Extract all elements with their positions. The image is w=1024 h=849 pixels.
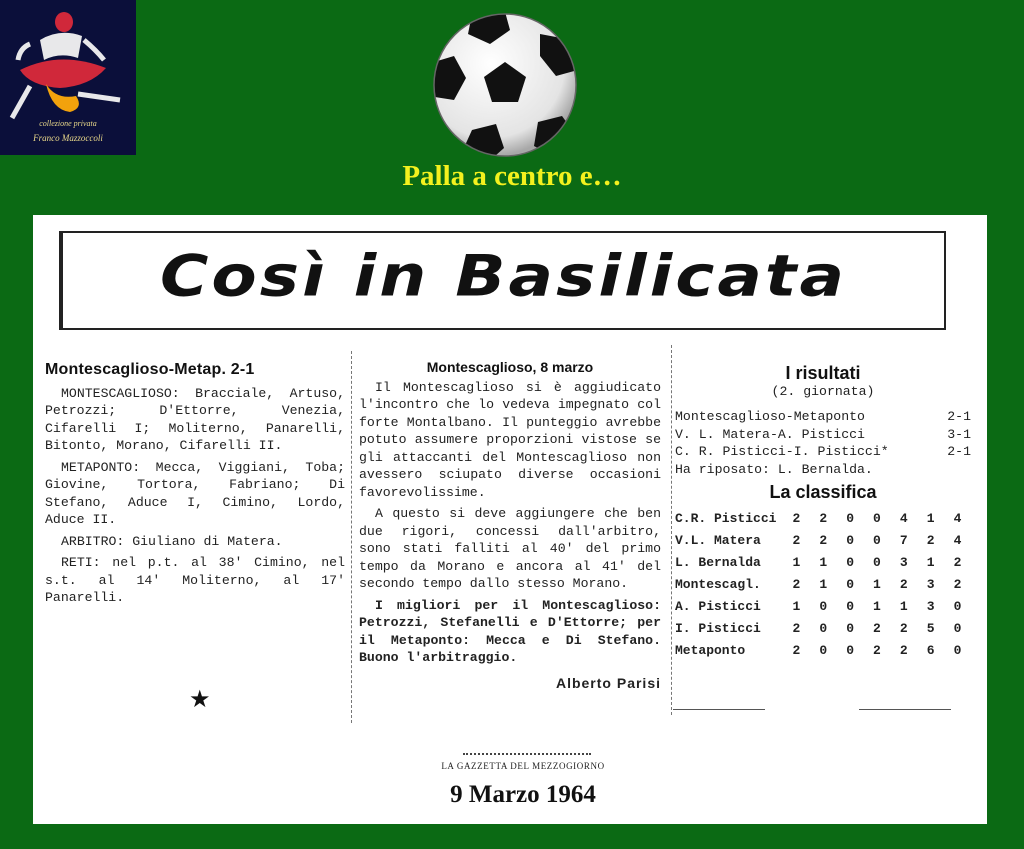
standings-cell: 3: [926, 576, 935, 592]
article-dateline: Montescaglioso, 8 marzo: [426, 359, 594, 375]
column-divider-right: [671, 345, 672, 715]
standings-cell: 2: [792, 642, 801, 658]
standings-team: Montescagl.: [675, 576, 761, 592]
standings-cell: 2: [873, 642, 881, 658]
standings-cell: 1: [926, 554, 935, 570]
headline: Così in Basilicata: [160, 243, 847, 310]
rule: [673, 709, 765, 710]
match-report-column: [45, 361, 345, 611]
standings-cell: 6: [926, 642, 935, 658]
article-paragraph: Il Montescaglioso si è aggiudicato l'incontro che lo vedeva impegnato col forte Montalbano. Il punteggio avrebbe potuto assumere proporzioni vistose se gli attaccanti del Montescaglioso non avessero sciupato diverse occasioni favorevolissime.: [359, 379, 661, 500]
standings-cell: 2: [899, 576, 908, 592]
standings-row: [675, 530, 971, 552]
result-row: [675, 426, 971, 444]
byline: Alberto Parisi: [555, 674, 661, 691]
standings-cell: 0: [953, 598, 962, 614]
standings-cell: 2: [873, 620, 881, 636]
article-paragraph: A questo si deve aggiungere che ben due rigori, concessi dall'arbitro, sono stati falliti al 40' del primo tempo da Morano e ancora al 41' del secondo tempo dallo stesso Morano.: [359, 506, 661, 591]
standings-cell: 2: [792, 576, 801, 592]
standings-cell: 0: [819, 642, 828, 658]
standings-cell: 0: [953, 642, 962, 658]
team1-lineup: MONTESCAGLIOSO: Bracciale, Artuso, Petrozzi; D'Ettorre, Venezia, Cifarelli I; Moliterno, Panarelli, Bitonto, Morano, Cifarelli II.: [45, 385, 345, 453]
goals: RETI: nel p.t. al 38' Cimino, nel s.t. al 14' Moliterno, al 17' Panarelli.: [45, 555, 345, 605]
logo-caption-line1: collezione privata: [39, 119, 97, 128]
results-subtitle: (2. giornata): [771, 383, 875, 399]
standings-cell: 0: [873, 510, 881, 526]
standings-team: I. Pisticci: [675, 620, 761, 636]
standings-cell: 2: [792, 532, 801, 548]
article-column: [359, 359, 661, 692]
result-match: V. L. Matera-A. Pisticci: [675, 426, 865, 442]
masthead-ornament: [463, 753, 591, 755]
standings-team: V.L. Matera: [675, 532, 761, 548]
standings-row: [675, 618, 971, 640]
headline-frame: [59, 231, 946, 330]
masthead: LA GAZZETTA DEL MEZZOGIORNO: [441, 761, 605, 771]
standings-cell: 2: [819, 510, 828, 526]
standings-cell: 0: [819, 598, 828, 614]
standings-row: [675, 508, 971, 530]
standings-team: L. Bernalda: [675, 554, 761, 570]
standings-cell: 3: [926, 598, 935, 614]
standings-cell: 3: [899, 554, 908, 570]
column-divider-left: [351, 351, 352, 723]
standings-cell: 0: [846, 576, 855, 592]
standings-cell: 2: [926, 532, 935, 548]
standings-cell: 4: [953, 532, 962, 548]
standings-cell: 1: [819, 554, 828, 570]
standings-row: [675, 574, 971, 596]
result-score: 2-1: [947, 409, 971, 424]
standings-cell: 1: [873, 598, 881, 614]
standings-cell: 1: [792, 598, 801, 614]
star-icon: ★: [189, 685, 211, 713]
standings-cell: 2: [819, 532, 828, 548]
soccer-ball-icon: [432, 12, 578, 158]
standings-cell: 1: [873, 576, 881, 592]
rest-note: Ha riposato: L. Bernalda.: [675, 461, 873, 477]
result-score: 3-1: [947, 426, 971, 442]
match-title: Montescaglioso-Metap. 2-1: [45, 361, 255, 378]
standings-cell: 2: [792, 510, 801, 526]
dancer-logo-icon: [0, 0, 136, 120]
tagline: Palla a centro e…: [402, 160, 622, 192]
standings-cell: 0: [846, 510, 855, 526]
standings-team: A. Pisticci: [675, 598, 761, 614]
newspaper-clipping: [33, 215, 987, 824]
standings-cell: 1: [926, 510, 935, 526]
rule: [859, 709, 951, 710]
standings-cell: 7: [899, 532, 908, 548]
standings-cell: 4: [899, 510, 908, 526]
standings-cell: 0: [846, 532, 855, 548]
standings-team: C.R. Pisticci: [675, 510, 777, 526]
result-score: 2-1: [947, 444, 971, 459]
standings-title: La classifica: [769, 482, 877, 502]
standings-cell: 0: [846, 554, 855, 570]
team2-lineup: METAPONTO: Mecca, Viggiani, Toba; Giovine, Tortora, Fabriano; Di Stefano, Aduce I, Cimino, Lordo, Aduce II.: [45, 459, 345, 527]
result-row: [675, 408, 971, 426]
results-column: [675, 365, 971, 662]
standings-row: [675, 596, 971, 618]
results-title: I risultati: [785, 363, 861, 383]
standings-cell: 2: [953, 554, 962, 570]
standings-cell: 5: [926, 620, 935, 636]
result-match: Montescaglioso-Metaponto: [675, 409, 865, 424]
standings-cell: 1: [792, 554, 801, 570]
standings-cell: 0: [846, 642, 855, 658]
standings-row: [675, 552, 971, 574]
publication-date: 9 Marzo 1964: [450, 781, 596, 808]
standings-cell: 0: [819, 620, 828, 636]
standings-cell: 0: [846, 598, 855, 614]
logo-caption-line2: Franco Mazzoccoli: [33, 133, 103, 143]
result-match: C. R. Pisticci-I. Pisticci*: [675, 444, 889, 459]
standings-team: Metaponto: [675, 642, 746, 658]
standings-cell: 4: [953, 510, 962, 526]
standings-cell: 2: [899, 620, 908, 636]
standings-cell: 2: [899, 642, 908, 658]
collection-logo: [0, 0, 136, 155]
standings-cell: 0: [953, 620, 962, 636]
standings-row: [675, 640, 971, 662]
result-row: [675, 443, 971, 461]
standings-cell: 0: [873, 554, 881, 570]
standings-cell: 0: [873, 532, 881, 548]
standings-cell: 1: [819, 576, 828, 592]
standings-cell: 0: [846, 620, 855, 636]
standings-cell: 2: [953, 576, 962, 592]
standings-table: [675, 508, 971, 662]
referee: ARBITRO: Giuliano di Matera.: [61, 533, 283, 549]
standings-cell: 1: [899, 598, 908, 614]
standings-cell: 2: [792, 620, 801, 636]
article-paragraph: I migliori per il Montescaglioso: Petrozzi, Stefanelli e D'Ettorre; per il Metaponto: Mecca e Di Stefano. Buono l'arbitraggio.: [359, 597, 661, 665]
